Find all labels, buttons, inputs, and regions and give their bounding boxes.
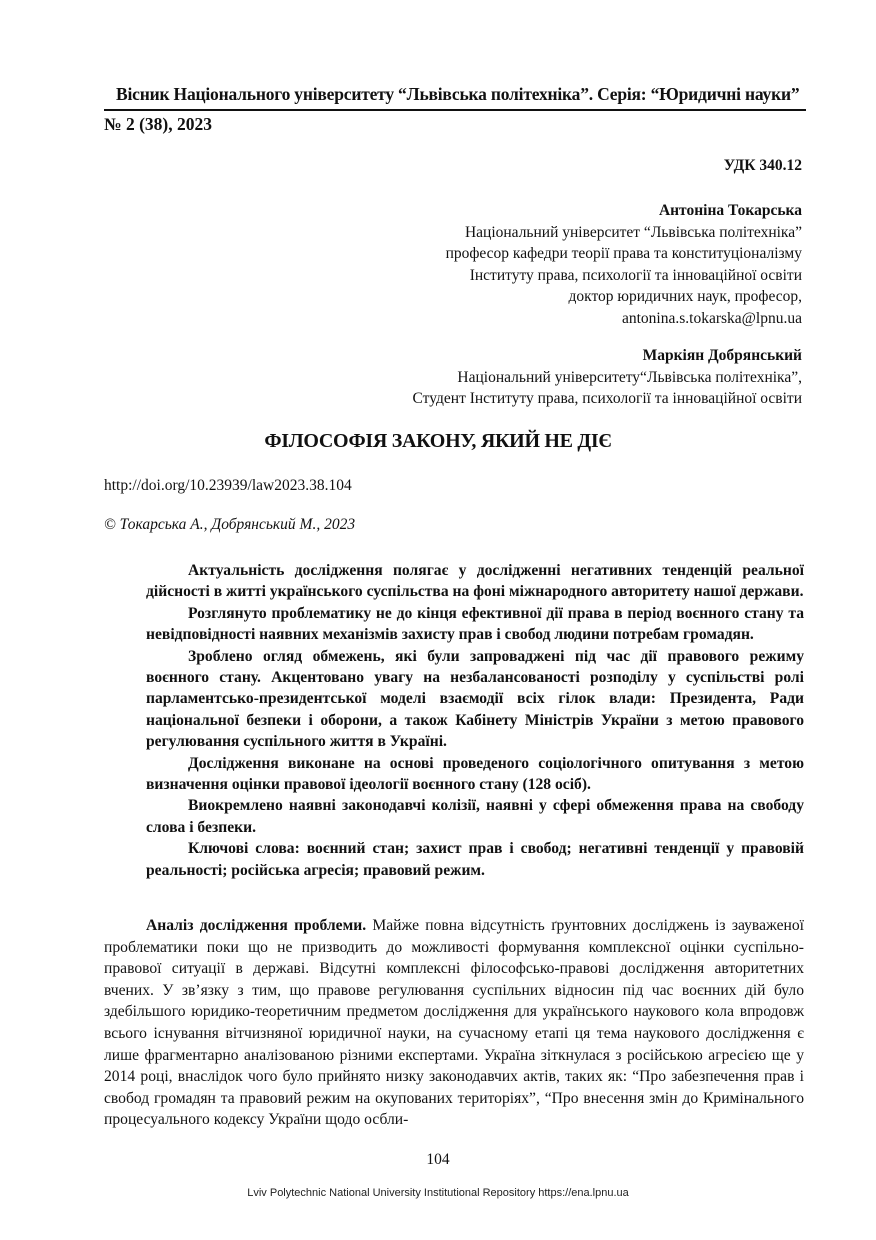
section-heading: Аналіз дослідження проблеми. <box>146 917 367 934</box>
header-divider <box>104 109 806 111</box>
body-text: Майже повна відсутність ґрунтовних досліджень із зауваженої проблематики поки що не призводить до можливості формування комплексної оцінки суспільно-правової ситуації в державі. Відсутні комплексні філософсько-правові дослідження авторитетних вчених. У зв’язку з тим, що правове регулювання суспільних відносин під час воєнних дій було здебільшого юридико-теоретичним предметом дослідження для українського наукового кола впродовж всього існування вітчизняної юридичної науки, на сучасному етапі ця тема наукового дослідження є лише фрагментарно аналізованою різними експертами. Україна зіткнулася з російською агресією ще у 2014 році, внаслідок чого було прийнято низку законодавчих актів, таких як: “Про забезпечення прав і свобод громадян та правовий режим на окупованих територіях”, “Про внесення змін до Кримінального процесуального кодексу України щодо осбли- <box>104 917 804 1129</box>
author-position: Студент Інституту права, психології та інноваційної освіти <box>412 390 802 408</box>
abstract <box>146 560 804 881</box>
article-title: ФІЛОСОФІЯ ЗАКОНУ, ЯКИЙ НЕ ДІЄ <box>264 430 612 452</box>
abstract-paragraph: Зроблено огляд обмежень, які були запроваджені під час дії правового режиму воєнного стану. Акцентовано увагу на незбалансованості розподілу у суспільстві ролі парламентсько-президентської моделі взаємодії всіх гілок влади: Президента, Ради національної безпеки і оборони, а також Кабінету Міністрів України з метою правового регулювання суспільного життя в Україні. <box>146 647 804 751</box>
repository-footer: Lviv Polytechnic National University Institutional Repository https://ena.lpnu.ua <box>247 1187 629 1199</box>
author-name: Маркіян Добрянський <box>642 347 802 364</box>
author-name: Антоніна Токарська <box>658 202 802 219</box>
body-paragraph <box>104 915 804 1131</box>
author-affiliation: Національний університету“Львівська політехніка”, <box>457 368 802 386</box>
journal-title: Вісник Національного університету “Львівська політехніка”. Серія: “Юридичні науки” <box>116 84 800 104</box>
abstract-paragraph: Актуальність дослідження полягає у дослідженні негативних тенденцій реальної дійсності в житті українського суспільства на фоні міжнародного авторитету нашої держави. <box>146 562 804 601</box>
doi-link[interactable]: http://doi.org/10.23939/law2023.38.104 <box>104 477 352 494</box>
body-section <box>104 915 804 1131</box>
abstract-paragraph: Розглянуто проблематику не до кінця ефективної дії права в період воєнного стану та невідповідності наявних механізмів захисту прав і свобод людини потребам громадян. <box>146 604 804 644</box>
author-degree: доктор юридичних наук, професор, <box>568 288 802 306</box>
keywords: Ключові слова: воєнний стан; захист прав і свобод; негативні тенденції у правовій реальності; російська агресія; правовий режим. <box>146 840 804 879</box>
abstract-paragraph: Виокремлено наявні законодавчі колізії, наявні у сфері обмеження права на свободу слова і безпеки. <box>146 797 804 836</box>
author-institute: Інституту права, психології та інноваційної освіти <box>469 266 802 284</box>
author-affiliation: Національний університет “Львівська політехніка” <box>464 223 802 241</box>
author-block <box>413 345 802 410</box>
udk-code: УДК 340.12 <box>723 157 802 174</box>
author-block <box>446 200 802 330</box>
author-email[interactable]: antonina.s.tokarska@lpnu.ua <box>622 309 802 327</box>
copyright-notice: © Токарська А., Добрянський М., 2023 <box>104 516 356 533</box>
author-position: професор кафедри теорії права та конституціоналізму <box>445 245 802 263</box>
page-number: 104 <box>426 1151 450 1168</box>
abstract-paragraph: Дослідження виконане на основі проведеного соціологічного опитування з метою визначення оцінки правової ідеології воєнного стану (128 осіб). <box>146 754 804 794</box>
issue-number: № 2 (38), 2023 <box>104 114 212 134</box>
